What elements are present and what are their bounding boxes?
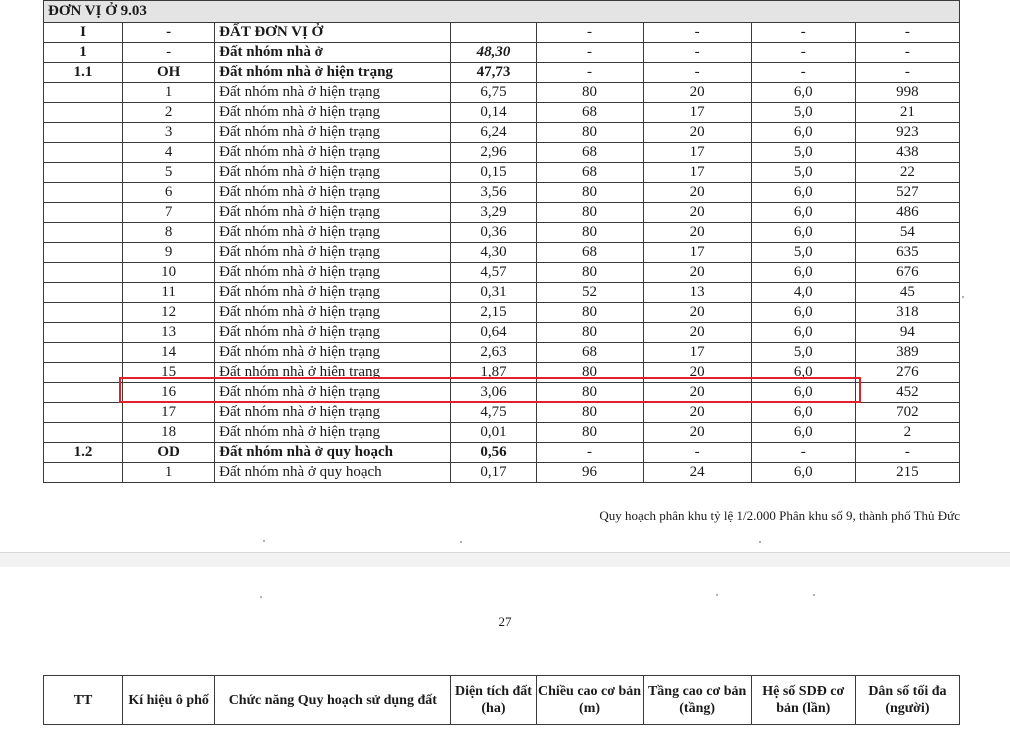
cell-far: 6,0: [751, 223, 855, 243]
header-population: Dân số tối đa (người): [855, 676, 959, 725]
header-tt: TT: [44, 676, 123, 725]
cell-height: 80: [536, 223, 643, 243]
cell-height: 80: [536, 303, 643, 323]
cell-height: -: [536, 443, 643, 463]
cell-tt: [44, 203, 123, 223]
cell-area: 2,63: [451, 343, 536, 363]
cell-height: 80: [536, 323, 643, 343]
cell-area: 0,14: [451, 103, 536, 123]
cell-tt: [44, 463, 123, 483]
cell-floors: 20: [643, 423, 751, 443]
table-row: [44, 263, 960, 283]
cell-floors: 20: [643, 263, 751, 283]
cell-far: -: [751, 23, 855, 43]
table-row: [44, 223, 960, 243]
cell-tt: [44, 283, 123, 303]
cell-population: 276: [855, 363, 959, 383]
cell-height: 80: [536, 83, 643, 103]
cell-floors: 20: [643, 123, 751, 143]
cell-code: 3: [123, 123, 215, 143]
cell-far: 6,0: [751, 83, 855, 103]
cell-floors: -: [643, 63, 751, 83]
cell-tt: [44, 323, 123, 343]
cell-population: 527: [855, 183, 959, 203]
cell-floors: 20: [643, 83, 751, 103]
cell-tt: 1.2: [44, 443, 123, 463]
cell-function: Đất nhóm nhà ở hiện trạng: [215, 383, 451, 403]
scan-speck: [460, 541, 462, 543]
cell-area: 0,15: [451, 163, 536, 183]
header-height: Chiều cao cơ bản (m): [536, 676, 643, 725]
cell-code: 15: [123, 363, 215, 383]
cell-height: -: [536, 23, 643, 43]
cell-far: 6,0: [751, 123, 855, 143]
cell-height: 68: [536, 243, 643, 263]
cell-far: 5,0: [751, 243, 855, 263]
cell-function: Đất nhóm nhà ở hiện trạng: [215, 103, 451, 123]
cell-population: -: [855, 63, 959, 83]
header-function: Chức năng Quy hoạch sử dụng đất: [215, 676, 451, 725]
page-number: 27: [498, 614, 512, 629]
cell-code: 7: [123, 203, 215, 223]
cell-code: 5: [123, 163, 215, 183]
cell-code: 14: [123, 343, 215, 363]
cell-tt: [44, 423, 123, 443]
table-row: [44, 423, 960, 443]
cell-far: 5,0: [751, 343, 855, 363]
scan-speck: [260, 596, 262, 598]
cell-population: 22: [855, 163, 959, 183]
cell-far: 6,0: [751, 363, 855, 383]
cell-area: 4,30: [451, 243, 536, 263]
scan-speck: [813, 594, 815, 596]
table-row: [44, 203, 960, 223]
cell-area: 6,24: [451, 123, 536, 143]
table-row: [44, 303, 960, 323]
cell-population: -: [855, 443, 959, 463]
cell-code: 4: [123, 143, 215, 163]
cell-function: Đất nhóm nhà ở hiện trạng: [215, 183, 451, 203]
cell-area: 4,75: [451, 403, 536, 423]
table-row: [44, 463, 960, 483]
cell-code: 18: [123, 423, 215, 443]
cell-population: 45: [855, 283, 959, 303]
cell-function: Đất nhóm nhà ở hiện trạng: [215, 343, 451, 363]
cell-area: 4,57: [451, 263, 536, 283]
table-row: [44, 103, 960, 123]
cell-height: 80: [536, 383, 643, 403]
cell-height: 80: [536, 183, 643, 203]
cell-function: ĐẤT ĐƠN VỊ Ở: [215, 23, 451, 43]
cell-tt: [44, 183, 123, 203]
cell-height: 68: [536, 343, 643, 363]
cell-code: 17: [123, 403, 215, 423]
header-row: [44, 676, 960, 725]
cell-floors: 17: [643, 343, 751, 363]
cell-area: [451, 23, 536, 43]
cell-population: -: [855, 43, 959, 63]
cell-area: 0,01: [451, 423, 536, 443]
cell-function: Đất nhóm nhà ở hiện trạng: [215, 83, 451, 103]
cell-population: 21: [855, 103, 959, 123]
cell-tt: [44, 143, 123, 163]
cell-far: 6,0: [751, 423, 855, 443]
cell-function: Đất nhóm nhà ở hiện trạng: [215, 263, 451, 283]
cell-area: 48,30: [451, 43, 536, 63]
highlight-box: [119, 377, 861, 403]
cell-height: 68: [536, 163, 643, 183]
cell-height: 80: [536, 363, 643, 383]
cell-function: Đất nhóm nhà ở hiện trạng: [215, 323, 451, 343]
table-row: [44, 403, 960, 423]
table-row: [44, 123, 960, 143]
cell-population: 676: [855, 263, 959, 283]
table-row: [44, 83, 960, 103]
cell-floors: 17: [643, 163, 751, 183]
cell-function: Đất nhóm nhà ở hiện trạng: [215, 363, 451, 383]
cell-height: 68: [536, 103, 643, 123]
cell-function: Đất nhóm nhà ở hiện trạng: [215, 283, 451, 303]
cell-far: -: [751, 63, 855, 83]
cell-area: 3,29: [451, 203, 536, 223]
cell-height: -: [536, 63, 643, 83]
cell-far: -: [751, 43, 855, 63]
cell-far: 6,0: [751, 383, 855, 403]
cell-far: 6,0: [751, 323, 855, 343]
cell-population: 2: [855, 423, 959, 443]
table-row: [44, 443, 960, 463]
cell-population: 635: [855, 243, 959, 263]
table-row: [44, 143, 960, 163]
cell-tt: [44, 383, 123, 403]
cell-height: 80: [536, 263, 643, 283]
cell-far: 6,0: [751, 463, 855, 483]
cell-floors: 17: [643, 103, 751, 123]
cell-code: 9: [123, 243, 215, 263]
cell-population: 486: [855, 203, 959, 223]
cell-far: 5,0: [751, 103, 855, 123]
cell-code: -: [123, 23, 215, 43]
cell-tt: [44, 303, 123, 323]
cell-height: 80: [536, 123, 643, 143]
cell-population: 998: [855, 83, 959, 103]
cell-floors: 20: [643, 303, 751, 323]
cell-far: 6,0: [751, 183, 855, 203]
cell-code: 16: [123, 383, 215, 403]
cell-code: 10: [123, 263, 215, 283]
cell-height: 68: [536, 143, 643, 163]
cell-tt: [44, 243, 123, 263]
cell-code: 8: [123, 223, 215, 243]
footer-note: Quy hoạch phân khu tỷ lệ 1/2.000 Phân khu số 9, thành phố Thủ Đức: [599, 508, 960, 523]
cell-area: 1,87: [451, 363, 536, 383]
scan-speck: [759, 541, 761, 543]
cell-floors: 17: [643, 243, 751, 263]
cell-code: 1: [123, 463, 215, 483]
cell-area: 0,56: [451, 443, 536, 463]
cell-height: 96: [536, 463, 643, 483]
cell-function: Đất nhóm nhà ở quy hoạch: [215, 463, 451, 483]
document-page-bottom: [0, 567, 1010, 736]
cell-code: 12: [123, 303, 215, 323]
cell-population: 923: [855, 123, 959, 143]
cell-floors: -: [643, 43, 751, 63]
cell-tt: [44, 343, 123, 363]
cell-population: 94: [855, 323, 959, 343]
table-row: [44, 63, 960, 83]
cell-floors: 17: [643, 143, 751, 163]
cell-function: Đất nhóm nhà ở hiện trạng: [215, 203, 451, 223]
cell-tt: [44, 123, 123, 143]
cell-tt: [44, 103, 123, 123]
cell-floors: 20: [643, 383, 751, 403]
cell-code: OD: [123, 443, 215, 463]
land-use-table: [43, 0, 960, 483]
cell-population: 452: [855, 383, 959, 403]
cell-code: 11: [123, 283, 215, 303]
scan-speck: [263, 540, 265, 542]
table-row: [44, 23, 960, 43]
table-row: [44, 43, 960, 63]
cell-function: Đất nhóm nhà ở hiện trạng: [215, 403, 451, 423]
cell-area: 0,31: [451, 283, 536, 303]
cell-floors: 13: [643, 283, 751, 303]
cell-far: 6,0: [751, 303, 855, 323]
cell-function: Đất nhóm nhà ở hiện trạng: [215, 163, 451, 183]
table-row: [44, 243, 960, 263]
header-code: Kí hiệu ô phố: [123, 676, 215, 725]
cell-area: 3,56: [451, 183, 536, 203]
cell-population: 438: [855, 143, 959, 163]
cell-area: 0,64: [451, 323, 536, 343]
cell-far: 5,0: [751, 163, 855, 183]
cell-function: Đất nhóm nhà ở hiện trạng: [215, 303, 451, 323]
cell-tt: [44, 363, 123, 383]
cell-floors: 20: [643, 203, 751, 223]
cell-function: Đất nhóm nhà ở: [215, 43, 451, 63]
page-separator: [0, 552, 1010, 568]
cell-function: Đất nhóm nhà ở hiện trạng: [215, 243, 451, 263]
cell-tt: [44, 263, 123, 283]
cell-far: 6,0: [751, 403, 855, 423]
header-far: Hệ số SDĐ cơ bản (lần): [751, 676, 855, 725]
cell-floors: 20: [643, 323, 751, 343]
table-row: [44, 323, 960, 343]
cell-area: 0,36: [451, 223, 536, 243]
cell-far: 4,0: [751, 283, 855, 303]
cell-far: 6,0: [751, 203, 855, 223]
cell-height: 80: [536, 403, 643, 423]
next-page-table-header: [43, 675, 960, 725]
unit-title-row: [44, 1, 960, 23]
cell-function: Đất nhóm nhà ở hiện trạng: [215, 223, 451, 243]
cell-floors: 20: [643, 183, 751, 203]
header-floors: Tầng cao cơ bản (tầng): [643, 676, 751, 725]
cell-population: 215: [855, 463, 959, 483]
cell-population: 389: [855, 343, 959, 363]
cell-area: 0,17: [451, 463, 536, 483]
cell-height: 52: [536, 283, 643, 303]
cell-function: Đất nhóm nhà ở hiện trạng: [215, 143, 451, 163]
cell-area: 47,73: [451, 63, 536, 83]
cell-floors: -: [643, 443, 751, 463]
cell-floors: 20: [643, 403, 751, 423]
cell-tt: [44, 163, 123, 183]
table-row: [44, 163, 960, 183]
table-row: [44, 343, 960, 363]
cell-height: 80: [536, 203, 643, 223]
cell-function: Đất nhóm nhà ở hiện trạng: [215, 423, 451, 443]
scan-speck: [962, 296, 964, 298]
cell-code: 1: [123, 83, 215, 103]
cell-code: -: [123, 43, 215, 63]
cell-floors: 24: [643, 463, 751, 483]
unit-title: ĐƠN VỊ Ở 9.03: [44, 1, 960, 23]
cell-area: 3,06: [451, 383, 536, 403]
cell-floors: 20: [643, 223, 751, 243]
cell-tt: [44, 223, 123, 243]
cell-function: Đất nhóm nhà ở quy hoạch: [215, 443, 451, 463]
cell-area: 6,75: [451, 83, 536, 103]
cell-height: -: [536, 43, 643, 63]
cell-population: 318: [855, 303, 959, 323]
cell-area: 2,96: [451, 143, 536, 163]
cell-far: 6,0: [751, 263, 855, 283]
cell-population: -: [855, 23, 959, 43]
cell-tt: 1.1: [44, 63, 123, 83]
cell-far: 5,0: [751, 143, 855, 163]
cell-function: Đất nhóm nhà ở hiện trạng: [215, 63, 451, 83]
cell-floors: 20: [643, 363, 751, 383]
cell-height: 80: [536, 423, 643, 443]
cell-floors: -: [643, 23, 751, 43]
cell-tt: [44, 83, 123, 103]
cell-code: 6: [123, 183, 215, 203]
cell-population: 702: [855, 403, 959, 423]
scan-speck: [716, 594, 718, 596]
cell-tt: [44, 403, 123, 423]
table-row: [44, 183, 960, 203]
cell-code: 2: [123, 103, 215, 123]
header-area: Diện tích đất (ha): [451, 676, 536, 725]
table-row: [44, 283, 960, 303]
cell-far: -: [751, 443, 855, 463]
cell-code: 13: [123, 323, 215, 343]
cell-code: OH: [123, 63, 215, 83]
cell-tt: 1: [44, 43, 123, 63]
cell-area: 2,15: [451, 303, 536, 323]
cell-population: 54: [855, 223, 959, 243]
cell-function: Đất nhóm nhà ở hiện trạng: [215, 123, 451, 143]
cell-tt: I: [44, 23, 123, 43]
